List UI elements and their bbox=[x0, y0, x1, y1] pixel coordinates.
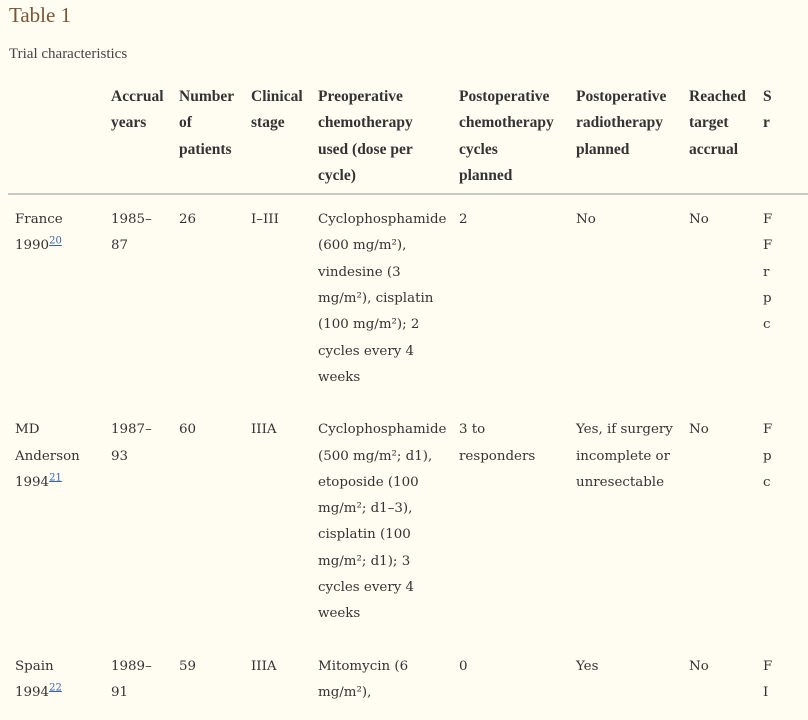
trial-name: MD Anderson 1994 bbox=[15, 422, 80, 490]
trial-name: Spain 1994 bbox=[15, 658, 54, 700]
header-trial bbox=[8, 84, 104, 194]
header-truncated: S r bbox=[763, 88, 772, 132]
cell-truncated: F p c bbox=[763, 422, 773, 490]
table-row bbox=[8, 405, 808, 641]
header-postoperative-chemo: Postoperative chemotherapy cycles planned bbox=[459, 88, 554, 184]
cell-truncated: F F r p c bbox=[763, 212, 773, 333]
table-caption: Trial characteristics bbox=[9, 46, 128, 62]
cell-trial bbox=[8, 194, 104, 405]
cell-accrual: 1989– 91 bbox=[111, 658, 152, 700]
cell-postop-radio: Yes, if surgery incomplete or unresectable bbox=[576, 422, 673, 490]
cell-preop: Cyclophosphamide (600 mg/m²), vindesine (3 mg/m²), cisplatin (100 mg/m²); 2 cycles every 4 weeks bbox=[318, 212, 447, 385]
cell-preop: Mitomycin (6 mg/m²), bbox=[318, 658, 409, 700]
cell-accrual: 1985– 87 bbox=[111, 212, 152, 254]
header-clinical-stage: Clinical stage bbox=[251, 88, 303, 132]
cell-trial bbox=[8, 642, 104, 720]
header-reached-target: Reached target accrual bbox=[689, 88, 746, 158]
header-accrual-years: Accrual years bbox=[111, 88, 164, 132]
cell-trial bbox=[8, 405, 104, 641]
header-row bbox=[8, 84, 808, 194]
table-row bbox=[8, 642, 808, 720]
table-row bbox=[8, 194, 808, 405]
cell-postop-radio: No bbox=[576, 212, 596, 228]
cell-preop: Cyclophosphamide (500 mg/m²; d1), etoposide (100 mg/m²; d1–3), cisplatin (100 mg/m²; d1); 3 cycles every 4 weeks bbox=[318, 422, 447, 622]
cell-postop-chemo: 3 to responders bbox=[459, 422, 536, 464]
cell-postop-chemo: 2 bbox=[459, 212, 468, 228]
header-preoperative-chemo: Preoperative chemotherapy used (dose per cycle) bbox=[318, 88, 413, 184]
cell-patients: 60 bbox=[179, 422, 197, 438]
trial-characteristics-table bbox=[8, 84, 808, 720]
cell-postop-radio: Yes bbox=[576, 658, 599, 674]
cell-target: No bbox=[689, 212, 709, 228]
table-title: Table 1 bbox=[9, 3, 72, 27]
reference-link[interactable]: 20 bbox=[49, 236, 62, 248]
cell-patients: 26 bbox=[179, 212, 197, 228]
cell-accrual: 1987– 93 bbox=[111, 422, 152, 464]
cell-postop-chemo: 0 bbox=[459, 658, 468, 674]
cell-target: No bbox=[689, 422, 709, 438]
table-container bbox=[8, 84, 773, 720]
cell-stage: IIIA bbox=[251, 422, 277, 438]
cell-stage: I–III bbox=[251, 212, 279, 228]
reference-link[interactable]: 22 bbox=[49, 682, 62, 694]
header-number-of-patients: Number of patients bbox=[179, 88, 235, 158]
cell-patients: 59 bbox=[179, 658, 197, 674]
trial-name: France 1990 bbox=[15, 212, 63, 254]
header-postoperative-radio: Postoperative radiotherapy planned bbox=[576, 88, 667, 158]
cell-target: No bbox=[689, 658, 709, 674]
cell-stage: IIIA bbox=[251, 658, 277, 674]
reference-link[interactable]: 21 bbox=[49, 472, 62, 484]
cell-truncated: F I bbox=[763, 658, 773, 700]
